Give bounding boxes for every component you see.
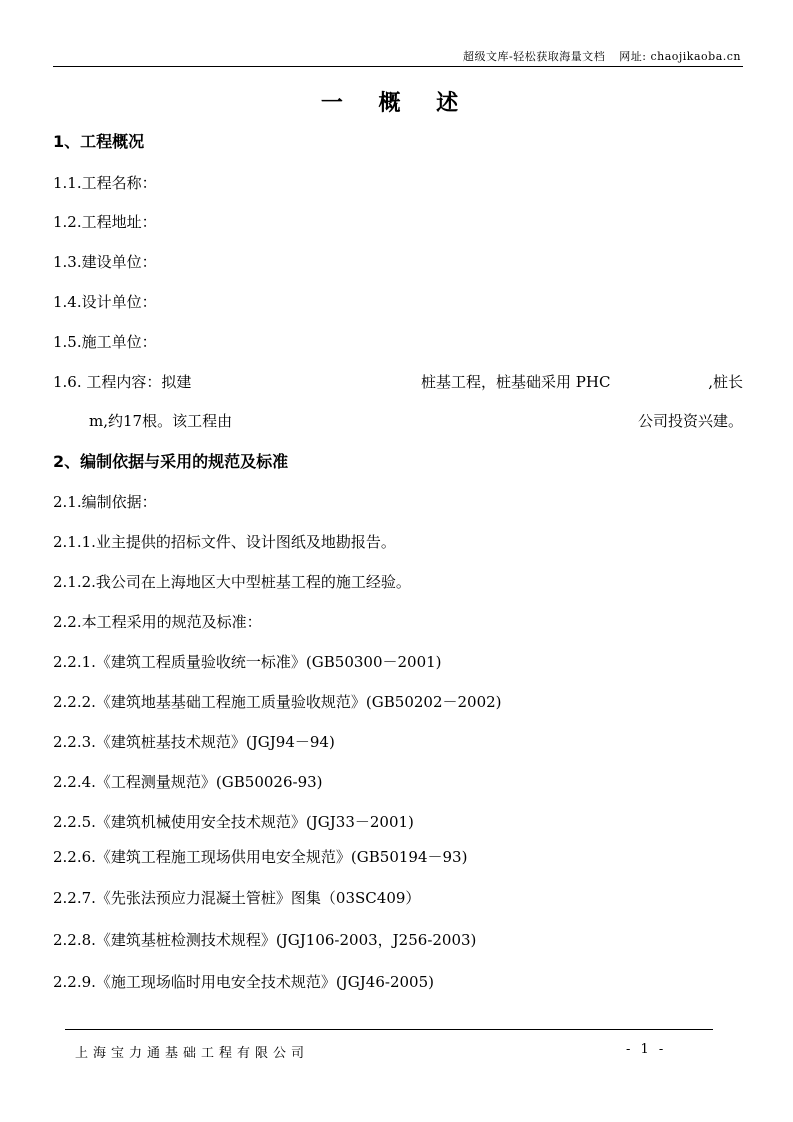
list-item: 1.4.设计单位：: [53, 293, 157, 311]
list-item: 2.2.4.《工程测量规范》(GB50026-93): [53, 773, 323, 791]
section-heading-2: 2、编制依据与采用的规范及标准: [53, 452, 289, 471]
list-item: 2.2.8.《建筑基桩检测技术规程》(JGJ106-2003，J256-2003): [53, 931, 477, 949]
header-url: 网址: chaojikaoba.cn: [619, 50, 741, 63]
header-divider: [53, 66, 743, 67]
list-item: 2.2.7.《先张法预应力混凝土管桩》图集（03SC409）: [53, 889, 421, 907]
list-item: 2.2.6.《建筑工程施工现场供用电安全规范》(GB50194－93): [53, 848, 468, 866]
list-item: 2.2.9.《施工现场临时用电安全技术规范》(JGJ46-2005): [53, 973, 434, 991]
page-title: 一 概 述: [320, 91, 473, 116]
page-number: - 1 -: [626, 1042, 667, 1057]
list-item: 2.1.2.我公司在上海地区大中型桩基工程的施工经验。: [53, 573, 411, 591]
project-content-part3: ,桩长: [708, 373, 743, 391]
page-header: [463, 48, 741, 64]
project-content-part1: 1.6. 工程内容：拟建: [53, 373, 192, 391]
footer-company: 上海宝力通基础工程有限公司: [75, 1046, 310, 1061]
project-content-cont1: m,约17根。该工程由: [89, 412, 233, 430]
list-item: 2.2.3.《建筑桩基技术规范》(JGJ94－94): [53, 733, 335, 751]
list-item: 1.3.建设单位：: [53, 253, 157, 271]
list-item: 1.5.施工单位：: [53, 333, 157, 351]
list-item: 2.2.本工程采用的规范及标准：: [53, 613, 262, 631]
list-item: 1.2.工程地址：: [53, 213, 157, 231]
list-item: 2.2.1.《建筑工程质量验收统一标准》(GB50300－2001): [53, 653, 442, 671]
list-item: 1.1.工程名称：: [53, 174, 157, 192]
footer-divider: [65, 1029, 713, 1030]
section-heading-1: 1、工程概况: [53, 132, 145, 151]
project-content-cont2: 公司投资兴建。: [637, 412, 743, 430]
list-item: 2.2.2.《建筑地基基础工程施工质量验收规范》(GB50202－2002): [53, 693, 502, 711]
list-item: 2.1.1.业主提供的招标文件、设计图纸及地勘报告。: [53, 533, 396, 551]
list-item: 2.2.5.《建筑机械使用安全技术规范》(JGJ33－2001): [53, 813, 414, 831]
list-item: 2.1.编制依据：: [53, 493, 157, 511]
project-content-part2: 桩基工程，桩基础采用 PHC: [421, 373, 611, 391]
header-text: 超级文库-轻松获取海量文档: [463, 50, 606, 63]
